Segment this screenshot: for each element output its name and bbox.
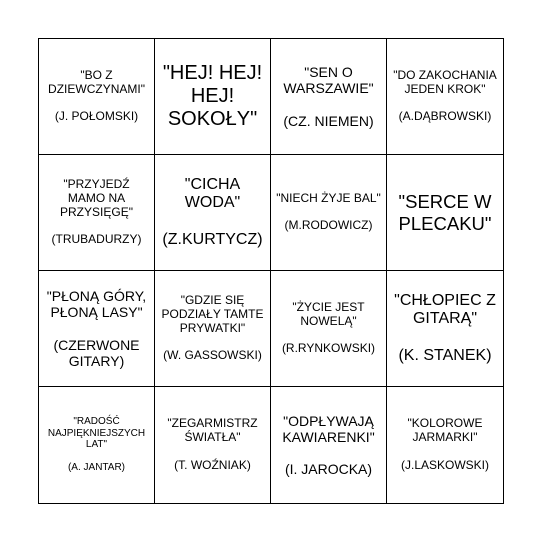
bingo-cell-r4c3	[271, 387, 387, 503]
cell-text: "CHŁOPIEC Z GITARĄ" (K. STANEK)	[394, 291, 496, 364]
bingo-cell-r3c1	[39, 271, 155, 387]
bingo-cell-r4c4	[387, 387, 503, 503]
bingo-cell-r2c2	[155, 155, 271, 271]
cell-text: "BO Z DZIEWCZYNAMI" (J. POŁOMSKI)	[48, 67, 145, 124]
cell-text: "PŁONĄ GÓRY, PŁONĄ LASY" (CZERWONE GITARY)	[46, 288, 147, 369]
bingo-cell-r2c3	[271, 155, 387, 271]
bingo-cell-r3c4	[387, 271, 503, 387]
bingo-cell-r4c1	[39, 387, 155, 503]
bingo-cell-r1c3	[271, 39, 387, 155]
cell-text: "SEN O WARSZAWIE" (CZ. NIEMEN)	[283, 64, 374, 129]
cell-text: "KOLOROWE JARMARKI" (J.LASKOWSKI)	[400, 416, 489, 472]
cell-text: "DO ZAKOCHANIA JEDEN KROK" (A.DĄBROWSKI)	[393, 67, 497, 124]
bingo-cell-r2c4	[387, 155, 503, 271]
cell-text: "NIECH ŻYJE BAL" (M.RODOWICZ)	[276, 190, 381, 233]
bingo-cell-r1c2	[155, 39, 271, 155]
bingo-cell-r2c1	[39, 155, 155, 271]
cell-text: "HEJ! HEJ! HEJ! SOKOŁY"	[162, 62, 263, 130]
cell-text: "ZEGARMISTRZ ŚWIATŁA" (T. WOŹNIAK)	[167, 416, 258, 472]
cell-text: "ŻYCIE JEST NOWELĄ" (R.RYNKOWSKI)	[281, 299, 376, 356]
bingo-board	[38, 38, 504, 504]
cell-text: "RADOŚĆ NAJPIĘKNIEJSZYCH LAT" (A. JANTAR)	[47, 416, 146, 474]
bingo-cell-r1c1	[39, 39, 155, 155]
cell-text: "GDZIE SIĘ PODZIAŁY TAMTE PRYWATKI" (W. GASSOWSKI)	[161, 293, 264, 363]
cell-text: "CICHA WODA" (Z.KURTYCZ)	[162, 175, 263, 248]
cell-text: "ODPŁYWAJĄ KAWIARENKI" (I. JAROCKA)	[282, 412, 375, 478]
bingo-cell-r3c3	[271, 271, 387, 387]
bingo-cell-r3c2	[155, 271, 271, 387]
cell-text: "SERCE W PLECAKU"	[398, 191, 492, 234]
bingo-cell-r1c4	[387, 39, 503, 155]
cell-text: "PRZYJEDŹ MAMO NA PRZYSIĘGĘ" (TRUBADURZY)	[51, 177, 142, 247]
bingo-cell-r4c2	[155, 387, 271, 503]
